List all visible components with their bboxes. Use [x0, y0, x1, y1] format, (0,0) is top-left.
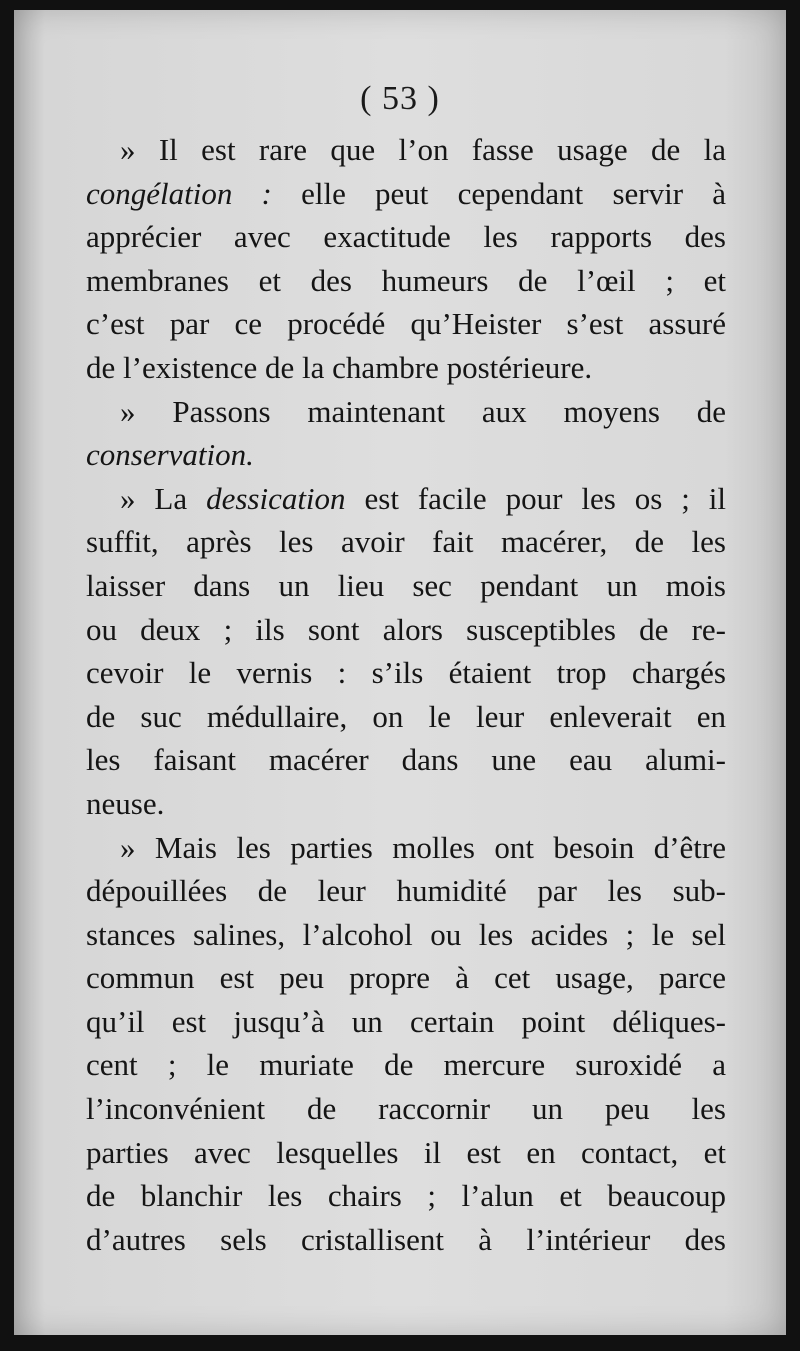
- text-run: membranes et des humeurs de l’œil ; et: [86, 262, 726, 298]
- text-line: [86, 913, 726, 957]
- text-run: dépouillées de leur humidité par les sub-: [86, 873, 726, 909]
- paragraph: [86, 390, 726, 477]
- text-line: [86, 477, 726, 521]
- text-run: c’est par ce procédé qu’Heister s’est assuré: [86, 306, 726, 342]
- text-line: [86, 564, 726, 608]
- text-run: l’inconvénient de raccornir un peu les: [86, 1091, 726, 1127]
- text-line: [86, 869, 726, 913]
- text-run: d’autres sels cristallisent à l’intérieur des: [86, 1221, 726, 1257]
- text-line: [86, 1218, 726, 1262]
- text-line: [86, 259, 726, 303]
- text-run: cevoir le vernis : s’ils étaient trop chargés: [86, 655, 726, 691]
- book-page: [14, 10, 786, 1335]
- paragraph: [86, 477, 726, 826]
- text-run: » Il est rare que l’on fasse usage de la: [120, 132, 726, 167]
- text-line: [86, 1174, 726, 1218]
- text-run: parties avec lesquelles il est en contact, et: [86, 1134, 726, 1170]
- text-run: apprécier avec exactitude les rapports des: [86, 219, 726, 255]
- text-run: les faisant macérer dans une eau alumi-: [86, 742, 726, 778]
- text-run: de blanchir les chairs ; l’alun et beaucoup: [86, 1178, 726, 1214]
- text-line: [86, 215, 726, 259]
- text-line: [86, 1043, 726, 1087]
- text-run: est facile pour les os ; il: [345, 480, 726, 516]
- text-line: [86, 826, 726, 870]
- text-run: elle peut cependant servir à: [271, 175, 727, 211]
- text-run: ou deux ; ils sont alors susceptibles de re-: [86, 611, 726, 647]
- text-line: [86, 390, 726, 434]
- text-line: [86, 608, 726, 652]
- text-line: [86, 956, 726, 1000]
- text-run: de suc médullaire, on le leur enleverait en: [86, 698, 726, 734]
- text-run: laisser dans un lieu sec pendant un mois: [86, 567, 726, 603]
- text-line: [86, 695, 726, 739]
- text-line: [86, 346, 726, 390]
- body-text: [86, 128, 726, 1261]
- paragraph: [86, 128, 726, 390]
- text-run: » La: [120, 480, 207, 516]
- text-run: » Passons maintenant aux moyens de: [120, 393, 726, 429]
- text-line: [86, 302, 726, 346]
- text-run: suffit, après les avoir fait macérer, de les: [86, 524, 726, 560]
- text-line: [86, 782, 726, 826]
- text-run: de l’existence de la chambre postérieure.: [86, 349, 593, 385]
- text-line: [86, 1087, 726, 1131]
- text-line: [86, 1131, 726, 1175]
- text-run: commun est peu propre à cet usage, parce: [86, 960, 726, 996]
- paragraph: [86, 826, 726, 1262]
- text-line: [86, 433, 726, 477]
- text-line: [86, 520, 726, 564]
- text-run: » Mais les parties molles ont besoin d’être: [120, 829, 726, 865]
- text-line: [86, 738, 726, 782]
- text-line: [86, 128, 726, 172]
- text-run: stances salines, l’alcohol ou les acides ; le sel: [86, 916, 726, 952]
- text-run: qu’il est jusqu’à un certain point déliques-: [86, 1003, 726, 1039]
- italic-text: conservation.: [86, 437, 254, 473]
- text-run: cent ; le muriate de mercure suroxidé a: [86, 1047, 726, 1083]
- text-line: [86, 651, 726, 695]
- page-number: ( 53 ): [360, 80, 440, 117]
- text-line: [86, 1000, 726, 1044]
- text-run: neuse.: [86, 785, 165, 821]
- italic-text: dessication: [206, 480, 346, 516]
- text-line: [86, 172, 726, 216]
- italic-text: congélation :: [86, 175, 272, 211]
